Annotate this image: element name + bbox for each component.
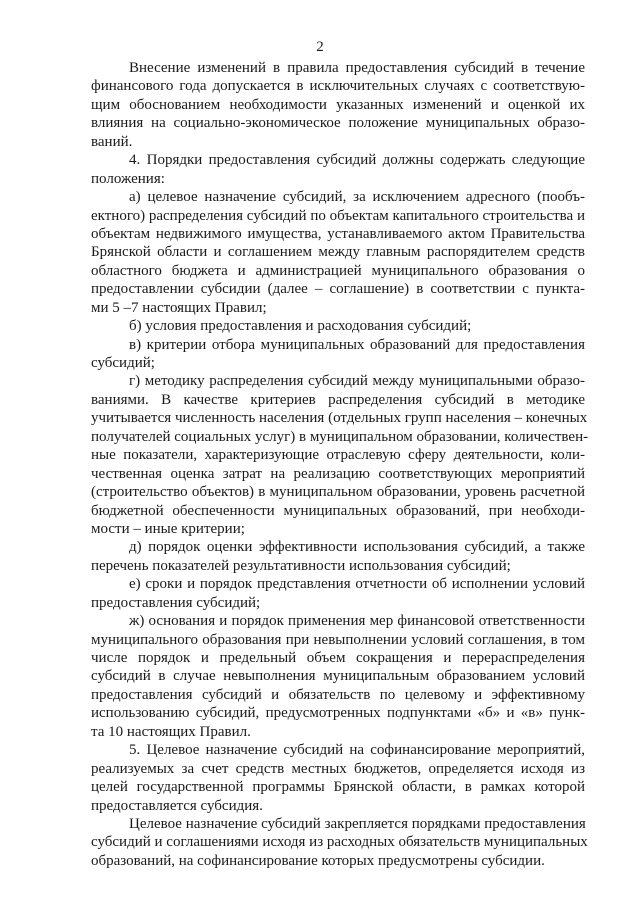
paragraph-intro xyxy=(91,59,585,151)
text-line: Целевое назначение субсидий закрепляется порядками предоставления xyxy=(129,815,586,832)
paragraph-item-4zh xyxy=(91,612,585,741)
text-line: субсидий в случае невыполнения муниципальным образованием условий xyxy=(91,668,585,685)
text-line: перечень показателей результативности использования субсидий; xyxy=(91,557,511,574)
text-line: в) критерии отбора муниципальных образований для предоставления xyxy=(129,336,585,353)
text-line: ектного) распределения субсидий по объектам капитального строительства и xyxy=(91,207,585,224)
text-line: б) условия предоставления и расходования субсидий; xyxy=(129,318,472,335)
text-line: Брянской области и соглашением между главным распорядителем средств xyxy=(91,244,585,261)
page-number: 2 xyxy=(316,39,324,55)
text-line: реализуемых за счет средств местных бюджетов, определяется исходя из xyxy=(91,760,585,777)
text-line: а) целевое назначение субсидий, за исключением адресного (пообъ- xyxy=(129,189,585,206)
text-line: муниципального образования при невыполнении условий соглашения, в том xyxy=(91,631,585,648)
text-line: предоставлении субсидии (далее – соглашение) в соответствии с пункта- xyxy=(91,281,585,298)
text-line: 4. Порядки предоставления субсидий должны содержать следующие xyxy=(129,152,585,169)
text-line: учитывается численность населения (отдельных групп населения – конечных xyxy=(91,410,588,427)
text-line: г) методику распределения субсидий между муниципальными образо- xyxy=(129,373,585,390)
text-line: целей государственной программы Брянской области, в рамках которой xyxy=(91,779,585,796)
text-line: использованию субсидий, предусмотренных подпунктами «б» и «в» пунк- xyxy=(91,705,585,722)
paragraph-item-4b xyxy=(91,317,585,335)
text-line: положения: xyxy=(91,170,165,187)
text-line: объектам недвижимого имущества, устанавливаемого актом Правительства xyxy=(91,225,585,242)
paragraph-item-5 xyxy=(91,741,585,815)
text-line: д) порядок оценки эффективности использования субсидий, а также xyxy=(129,539,585,556)
text-line: та 10 настоящих Правил. xyxy=(91,723,251,740)
paragraph-closing xyxy=(91,815,588,870)
document-body xyxy=(91,59,589,870)
text-line: образований, на софинансирование которых предусмотрены субсидии. xyxy=(91,852,545,869)
text-line: предоставления субсидий; xyxy=(91,594,261,611)
text-line: предоставляется субсидия. xyxy=(91,797,263,814)
paragraph-item-4g xyxy=(91,372,589,538)
text-line: бюджетной обеспеченности муниципальных образований, при необходи- xyxy=(91,502,585,519)
paragraph-item-4d xyxy=(91,538,585,575)
paragraph-item-4v xyxy=(91,336,585,373)
text-line: влияния на социально-экономическое положение муниципальных образо- xyxy=(91,115,585,132)
text-line: е) сроки и порядок представления отчетности об исполнении условий xyxy=(129,576,585,593)
text-line: щим обоснованием необходимости указанных изменений и оценкой их xyxy=(91,96,585,113)
text-line: мости – иные критерии; xyxy=(91,520,245,537)
text-line: ные показатели, характеризующие отраслевую сферу деятельности, коли- xyxy=(91,447,585,464)
text-line: предоставления субсидий и обязательств по целевому и эффективному xyxy=(91,686,585,703)
text-line: финансового года допускается в исключительных случаях с соответствую- xyxy=(91,78,585,95)
text-line: чественная оценка затрат на реализацию соответствующих мероприятий xyxy=(91,465,585,482)
text-line: (строительство объектов) в муниципальном образовании, уровень расчетной xyxy=(91,484,585,501)
text-line: ми 5 –7 настоящих Правил; xyxy=(91,299,267,316)
text-line: ваниями. В качестве критериев распределения субсидий в методике xyxy=(91,391,585,408)
text-line: субсидий; xyxy=(91,355,155,371)
paragraph-item-4a xyxy=(91,188,585,317)
text-line: 5. Целевое назначение субсидий на софинансирование мероприятий, xyxy=(129,742,585,759)
text-line: Внесение изменений в правила предоставления субсидий в течение xyxy=(129,60,585,76)
text-line: субсидий и соглашениями исходя из расходных обязательств муниципальных xyxy=(91,834,588,851)
text-line: ж) основания и порядок применения мер финансовой ответственности xyxy=(129,613,585,630)
text-line: областного бюджета и администрацией муниципального образования о xyxy=(91,262,585,279)
text-line: ваний. xyxy=(91,133,133,150)
paragraph-item-4 xyxy=(91,151,585,188)
text-line: получателей социальных услуг) в муниципальном образовании, количествен- xyxy=(91,428,589,445)
text-line: числе порядок и предельный объем сокращения и перераспределения xyxy=(91,650,585,666)
paragraph-item-4e xyxy=(91,575,585,612)
